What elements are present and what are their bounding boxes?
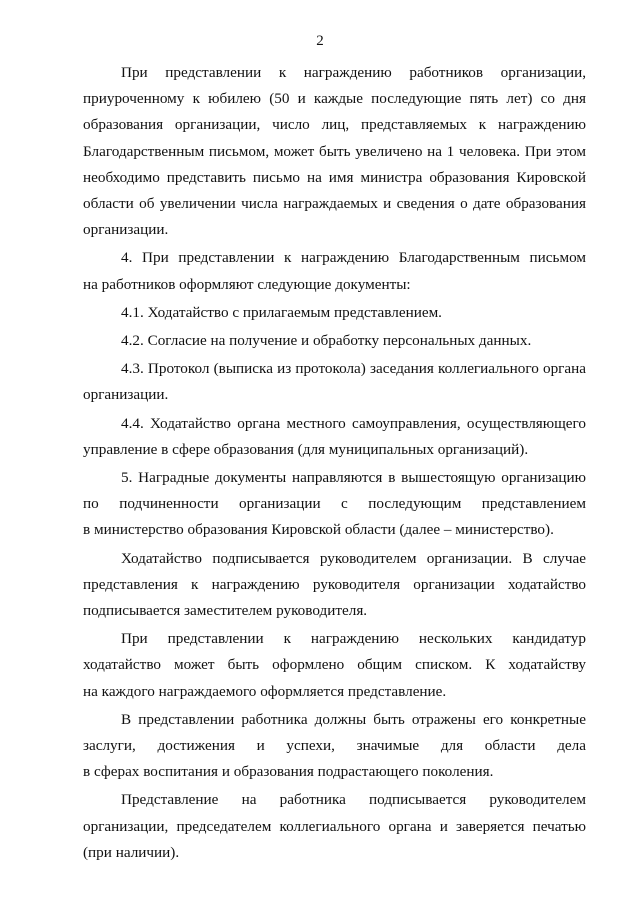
text-line: 5. Наградные документы направляются в вышестоящую организацию [121,469,586,487]
paragraph [83,465,586,544]
text-line: 4.2. Согласие на получение и обработку персональных данных. [121,332,532,350]
text-line: области об увеличении числа награждаемых и сведения о дате образования [83,195,586,213]
text-line: 4.4. Ходатайство органа местного самоуправления, осуществляющего [121,414,586,432]
text-line: (при наличии). [83,843,180,861]
text-line: В представлении работника должны быть отражены его конкретные [121,710,586,728]
text-line: приуроченному к юбилею (50 и каждые последующие пять лет) со дня [83,90,586,108]
text-line: управление в сфере образования (для муниципальных организаций). [83,440,529,458]
text-line: образования организации, число лиц, представляемых к награждению [83,116,586,134]
paragraph [83,245,586,297]
text-line: на работников оформляют следующие документы: [83,275,411,293]
paragraph [83,60,586,243]
text-line: в сферах воспитания и образования подрастающего поколения. [83,763,494,781]
text-line: в министерство образования Кировской области (далее – министерство). [83,521,554,539]
text-line: организации. [83,221,169,239]
paragraph [83,328,586,354]
paragraph [83,787,586,866]
text-line: необходимо представить письмо на имя министра образования Кировской [83,168,586,186]
page-number: 2 [316,33,324,49]
text-line: по подчиненности организации с последующим представлением [83,495,586,513]
document-body [83,60,586,868]
text-line: 4. При представлении к награждению Благодарственным письмом [121,249,586,267]
text-line: Ходатайство подписывается руководителем организации. В случае [121,549,586,567]
text-line: Представление на работника подписывается руководителем [121,791,586,809]
text-line: организации. [83,386,169,404]
paragraph [83,411,586,463]
text-line: представления к награждению руководителя организации ходатайство [83,575,586,593]
paragraph [83,626,586,705]
text-line: на каждого награждаемого оформляется представление. [83,682,447,700]
text-line: При представлении к награждению работников организации, [121,64,586,81]
paragraph [83,356,586,408]
text-line: Благодарственным письмом, может быть увеличено на 1 человека. При этом [83,142,586,160]
text-line: заслуги, достижения и успехи, значимые для области дела [83,737,586,755]
text-line: 4.3. Протокол (выписка из протокола) заседания коллегиального органа [121,360,586,378]
text-line: подписывается заместителем руководителя. [83,602,368,620]
paragraph [83,707,586,786]
text-line: организации, председателем коллегиального органа и заверяется печатью [83,817,586,835]
text-line: ходатайство может быть оформлено общим списком. К ходатайству [83,656,586,674]
paragraph [83,546,586,625]
text-line: 4.1. Ходатайство с прилагаемым представлением. [121,303,442,321]
paragraph [83,300,586,326]
text-line: При представлении к награждению нескольких кандидатур [121,630,586,648]
